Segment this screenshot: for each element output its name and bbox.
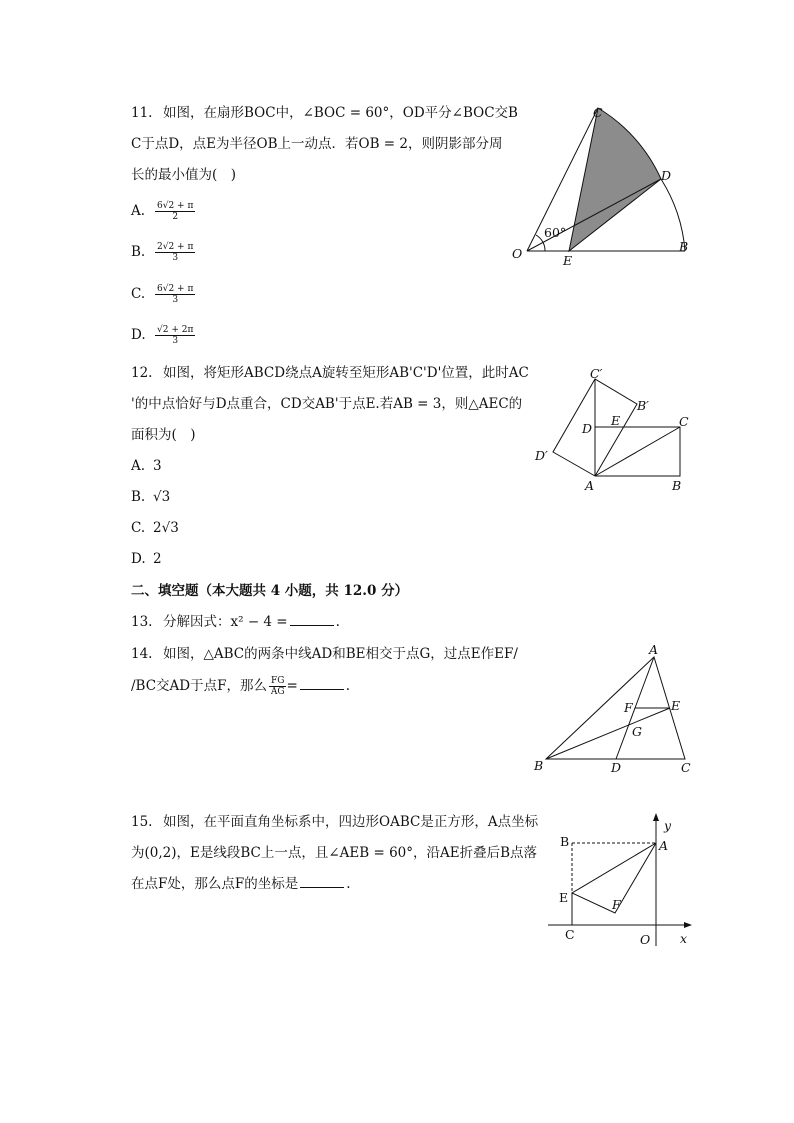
q12-label-c: C bbox=[679, 414, 689, 429]
q14-fraction: $\frac{FG}{AG}$ bbox=[270, 676, 285, 697]
q12-label-d1: D′ bbox=[535, 448, 548, 463]
q11-text-3: 长的最小值为( ) bbox=[131, 167, 237, 183]
q14-label-f: F bbox=[624, 700, 633, 715]
q14-text-2: /BC交AD于点F，那么 bbox=[131, 678, 267, 694]
q11-number: 11. bbox=[131, 105, 153, 121]
q11-option-b[interactable]: B. $\frac{2√2 + \pi}{3}$ bbox=[131, 242, 194, 263]
q15-text-3: 在点F处，那么点F的坐标是 bbox=[131, 876, 299, 892]
q12-number: 12. bbox=[131, 365, 153, 381]
section-2-title: 二、填空题（本大题共 4 小题，共 12.0 分） bbox=[131, 583, 409, 599]
q12-label-d: D bbox=[582, 421, 593, 436]
q13-line: 13. 分解因式：x² − 4 = . bbox=[131, 614, 340, 630]
q11-option-c-fraction: $\frac{6√2 + \pi}{3}$ bbox=[157, 284, 194, 305]
q11-option-b-fraction: $\frac{2√2 + \pi}{3}$ bbox=[157, 242, 194, 263]
q11-label-b: B bbox=[679, 239, 689, 254]
q11-label-angle: 60° bbox=[544, 225, 567, 240]
q12-label-b: B bbox=[672, 478, 682, 493]
q14-line-2: /BC交AD于点F，那么 $\frac{FG}{AG}$ = . bbox=[131, 676, 351, 697]
q14-line-1 bbox=[131, 645, 518, 663]
q14-label-e: E bbox=[671, 698, 681, 713]
q12-label-e: E bbox=[611, 413, 621, 428]
q15-answer-blank[interactable] bbox=[300, 875, 344, 888]
q12-option-b[interactable]: B. √3 bbox=[131, 489, 171, 505]
q11-label-e: E bbox=[563, 253, 573, 268]
q11-figure bbox=[505, 100, 705, 270]
q11-label-o: O bbox=[512, 246, 523, 261]
q12-label-c1: C′ bbox=[590, 366, 603, 381]
q12-text-3: 面积为( ) bbox=[131, 427, 196, 443]
q14-label-d: D bbox=[611, 760, 622, 775]
q12-line-1 bbox=[131, 364, 529, 382]
q15-line-1 bbox=[131, 813, 538, 831]
q15-line-3: 在点F处，那么点F的坐标是 . bbox=[131, 876, 351, 892]
q13-text: 分解因式：x² − 4 = bbox=[163, 614, 288, 630]
q11-option-c[interactable]: C. $\frac{6√2 + \pi}{3}$ bbox=[131, 284, 194, 305]
q11-option-d[interactable]: D. $\frac{√2 + 2\pi}{3}$ bbox=[131, 325, 194, 346]
q12-label-a: A bbox=[585, 478, 595, 493]
q15-label-e: E bbox=[559, 890, 569, 905]
q15-label-o: O bbox=[640, 932, 651, 947]
q11-option-d-fraction: $\frac{√2 + 2\pi}{3}$ bbox=[157, 325, 194, 346]
q11-label-d: D bbox=[661, 168, 672, 183]
q12-line-ac bbox=[595, 427, 680, 476]
q15-label-f: F bbox=[612, 897, 621, 912]
q14-figure bbox=[530, 640, 700, 780]
q15-text-2: 为(0,2)，E是线段BC上一点，且∠AEB = 60°，沿AE折叠后B点落 bbox=[131, 845, 538, 861]
q15-label-a: A bbox=[659, 838, 669, 853]
q13-answer-blank[interactable] bbox=[290, 613, 334, 626]
q12-text-1: 如图，将矩形ABCD绕点A旋转至矩形AB'C'D'位置，此时AC bbox=[163, 365, 529, 381]
q14-number: 14. bbox=[131, 646, 153, 662]
q15-label-c: C bbox=[565, 927, 575, 942]
q11-line-1 bbox=[131, 104, 518, 122]
q11-text-1: 如图，在扇形BOC中，∠BOC = 60°，OD平分∠BOC交B bbox=[163, 105, 518, 121]
q14-label-b: B bbox=[534, 758, 544, 773]
q14-label-c: C bbox=[681, 760, 691, 775]
q12-figure bbox=[530, 362, 700, 497]
q15-y-arrow bbox=[653, 813, 659, 821]
q15-text-1: 如图，在平面直角坐标系中，四边形OABC是正方形，A点坐标 bbox=[163, 814, 539, 830]
q13-number: 13. bbox=[131, 614, 153, 630]
q14-label-a: A bbox=[649, 642, 659, 657]
q12-label-b1: B′ bbox=[637, 398, 650, 413]
q15-figure bbox=[540, 808, 700, 950]
q12-option-a[interactable]: A. 3 bbox=[131, 458, 162, 474]
q12-option-c[interactable]: C. 2√3 bbox=[131, 520, 179, 536]
q12-text-2: '的中点恰好与D点重合，CD交AB'于点E.若AB = 3，则△AEC的 bbox=[131, 396, 523, 412]
q14-text-1: 如图，△ABC的两条中线AD和BE相交于点G，过点E作EF/ bbox=[163, 646, 518, 662]
q14-label-g: G bbox=[632, 724, 642, 739]
q15-label-b: B bbox=[560, 834, 570, 849]
q15-x-arrow bbox=[684, 922, 692, 928]
q12-option-d[interactable]: D. 2 bbox=[131, 551, 162, 567]
q14-answer-blank[interactable] bbox=[300, 677, 344, 690]
q11-shaded-region bbox=[569, 108, 661, 251]
q15-label-x: x bbox=[680, 931, 688, 946]
q15-number: 15. bbox=[131, 814, 153, 830]
q11-text-2: C于点D，点E为半径OB上一动点．若OB = 2，则阴影部分周 bbox=[131, 136, 503, 152]
q11-option-a[interactable]: A. $\frac{6√2 + \pi}{2}$ bbox=[131, 201, 194, 222]
q14-median-be bbox=[546, 708, 670, 759]
q11-option-a-fraction: $\frac{6√2 + \pi}{2}$ bbox=[157, 201, 194, 222]
q11-label-c: C bbox=[593, 105, 603, 120]
q15-label-y: y bbox=[664, 818, 672, 833]
